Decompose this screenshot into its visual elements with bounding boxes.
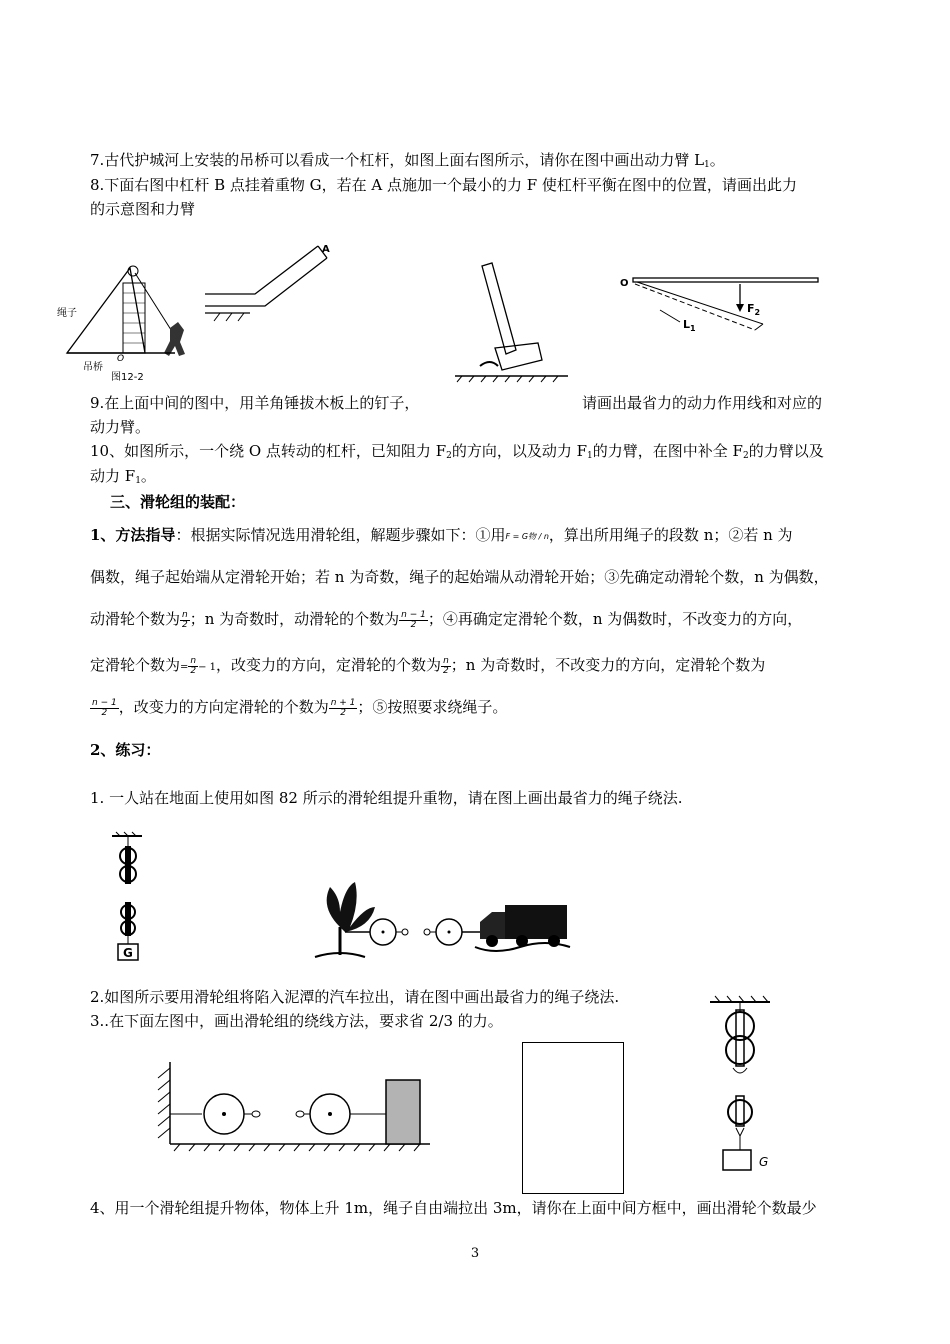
figure-caption: 图12-2 (111, 372, 144, 383)
lever-a-figure (200, 240, 340, 330)
l1-label: L (683, 318, 691, 331)
question-9-line1: 9.在上面中间的图中，用羊角锤拔木板上的钉子， (90, 394, 420, 412)
practice-question-4: 4、用一个滑轮组提升物体，物体上升 1m，绳子自由端拉出 3m，请你在上面中间方框中，画出滑轮个数最少 (90, 1199, 817, 1217)
page-number: 3 (470, 1246, 480, 1261)
question-9-line1-right: 请画出最省力的动力作用线和对应的 (582, 394, 823, 412)
question-10-line2: 动力 $F_1$。 (90, 467, 156, 486)
point-a-label: A (322, 244, 330, 255)
practice-question-1: 1. 一人站在地面上使用如图 82 所示的滑轮组提升重物，请在图上画出最省力的绳子绕法. (90, 789, 683, 807)
practice-title: 2、练习： (90, 741, 161, 759)
l1-sub: 1 (690, 324, 696, 333)
practice-question-3: 3..在下面左图中，画出滑轮组的绕线方法，要求省 2/3 的力。 (90, 1012, 503, 1030)
truck-pulley-figure (310, 877, 575, 962)
answer-box[interactable] (522, 1042, 624, 1194)
weight-g-label: G (759, 1155, 769, 1169)
formula-f: F = G物 / n (505, 531, 549, 541)
question-9-line2: 动力臂。 (90, 418, 151, 436)
question-10-line1: 10、如图所示，一个绕 O 点转动的杠杆，已知阻力 $F_2$的方向，以及动力 $F_1$的力臂，在图中补全 $F_2$的力臂以及 (90, 442, 824, 461)
rope-label: 绳子 (57, 308, 77, 319)
f2-label: F (747, 302, 755, 315)
question-7: 7.古代护城河上安装的吊桥可以看成一个杠杆，如图上面右图所示，请你在图中画出动力臂 $L_1$。 (90, 151, 725, 170)
lever-f2-figure (615, 272, 825, 342)
svg-text:F2 (747, 302, 760, 317)
section-3-title: 三、滑轮组的装配： (110, 493, 246, 511)
bridge-label: 吊桥 (83, 362, 103, 373)
method-line1: 1、方法指导：根据实际情况选用滑轮组，解题步骤如下：①用F = G物 / n，算出所用绳子的段数 n；②若 n 为 (90, 526, 793, 544)
pulley-82-figure (108, 832, 148, 962)
method-line4: 定滑轮个数为= $\frac{n}{2}$ − 1，改变力的方向，定滑轮的个数为 $\frac{n}{2}$ ；n 为奇数时，不改变力的方向，定滑轮个数为 (90, 655, 766, 676)
weight-g-label: G (123, 946, 133, 960)
pivot-o-label: O (620, 278, 629, 289)
svg-text:L1 (683, 318, 696, 333)
question-8-line2: 的示意图和力臂 (90, 200, 196, 218)
horizontal-pulley-figure (150, 1052, 440, 1152)
method-line2: 偶数，绳子起始端从定滑轮开始；若 n 为奇数，绳子的起始端从动滑轮开始；③先确定动滑轮个数，n 为偶数， (90, 568, 829, 586)
method-line3: 动滑轮个数为 $\frac{n}{2}$ ；n 为奇数时，动滑轮的个数为 $\frac{n - 1}{2}$ ；④再确定定滑轮个数，n 为偶数时，不改变力的方向， (90, 609, 803, 630)
pivot-o-label: O (117, 354, 125, 364)
method-line5: $\frac{n - 1}{2}$ ，改变力的方向定滑轮的个数为 $\frac{n + 1}{2}$ ；⑤按照要求绕绳子。 (92, 697, 508, 718)
pulley-right-figure (705, 990, 780, 1175)
hammer-figure (450, 258, 580, 383)
practice-question-2: 2.如图所示要用滑轮组将陷入泥潭的汽车拉出，请在图中画出最省力的绳子绕法. (90, 988, 620, 1006)
question-8-line1: 8.下面右图中杠杆 B 点挂着重物 G，若在 A 点施加一个最小的力 F 使杠杆平衡在图中的位置，请画出此力 (90, 176, 797, 194)
drawbridge-figure (55, 258, 205, 383)
f2-sub: 2 (754, 308, 761, 317)
